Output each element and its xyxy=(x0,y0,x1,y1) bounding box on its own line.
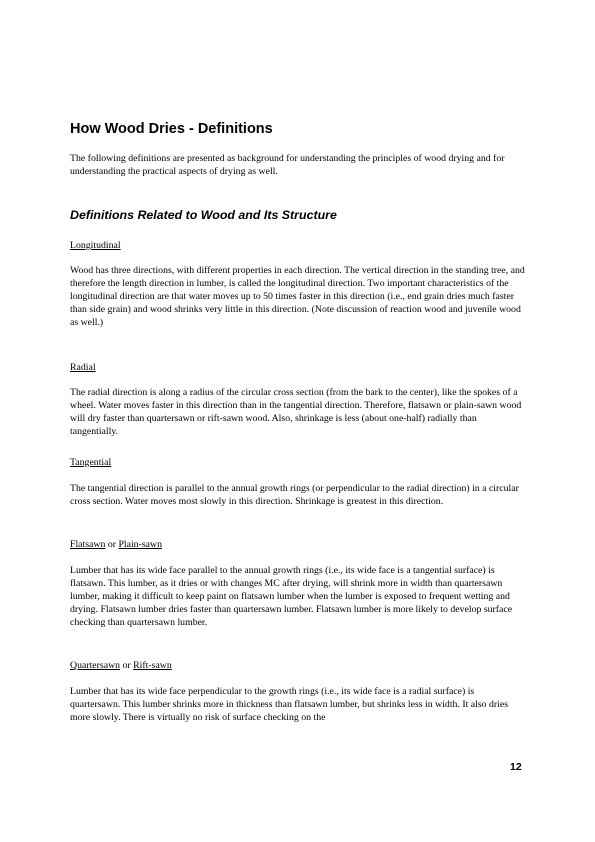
definition-longitudinal: Wood has three directions, with different properties in each direction. The vertical direction in the standing tree, and therefore the length direction in lumber, is called the longitudinal direction. Two important characteristics of the longitudinal direction are that water moves up to 50 times faster in this direction (i.e., end grain dries much faster than side grain) and wood shrinks very little in this direction. (Note discussion of reaction wood and juvenile wood as well.) xyxy=(70,265,525,328)
definition-quartersawn: Lumber that has its wide face perpendicular to the growth rings (i.e., its wide face is a radial surface) is quartersawn. This lumber shrinks more in thickness than flatsawn lumber, but shrinks less in width. It also dries more slowly. There is virtually no risk of surface checking on the xyxy=(70,686,509,723)
section-heading: Definitions Related to Wood and Its Structure xyxy=(70,208,337,222)
term-heading-quartersawn xyxy=(70,659,172,672)
term-rift-sawn: Rift-sawn xyxy=(133,660,172,671)
term-connector: or xyxy=(120,660,134,671)
term-heading-radial: Radial xyxy=(70,362,96,373)
term-connector: or xyxy=(105,539,119,550)
definition-radial: The radial direction is along a radius of the circular cross section (from the bark to the center), like the spokes of a wheel. Water moves faster in this direction than in the tangential direction. Therefore, flatsawn or plain-sawn wood will dry faster than quartersawn or rift-sawn wood. Also, shrinkage is less (about one-half) radially than tangentially. xyxy=(70,387,522,437)
term-heading-tangential: Tangential xyxy=(70,457,112,468)
page-title: How Wood Dries - Definitions xyxy=(70,121,273,137)
term-heading-flatsawn xyxy=(70,538,162,551)
definition-tangential: The tangential direction is parallel to the annual growth rings (or perpendicular to the radial direction) in a circular cross section. Water moves most slowly in this direction. Shrinkage is greatest in this direction. xyxy=(70,483,519,507)
term-heading-longitudinal: Longitudinal xyxy=(70,240,121,251)
page-number: 12 xyxy=(510,761,522,773)
intro-paragraph: The following definitions are presented as background for understanding the principles of wood drying and for understanding the practical aspects of drying as well. xyxy=(70,153,505,177)
definition-flatsawn: Lumber that has its wide face parallel to the annual growth rings (i.e., its wide face is a tangential surface) is flatsawn. This lumber, as it dries or with changes MC after drying, will shrink more in width than quartersawn lumber, making it difficult to keep paint on flatsawn lumber when the lumber is exposed to frequent wetting and drying. Flatsawn lumber dries faster than quartersawn lumber. Flatsawn lumber is more likely to develop surface checking than quartersawn lumber. xyxy=(70,565,513,628)
term-plain-sawn: Plain-sawn xyxy=(118,539,162,550)
term-quartersawn: Quartersawn xyxy=(70,660,121,671)
term-flatsawn: Flatsawn xyxy=(70,539,106,550)
